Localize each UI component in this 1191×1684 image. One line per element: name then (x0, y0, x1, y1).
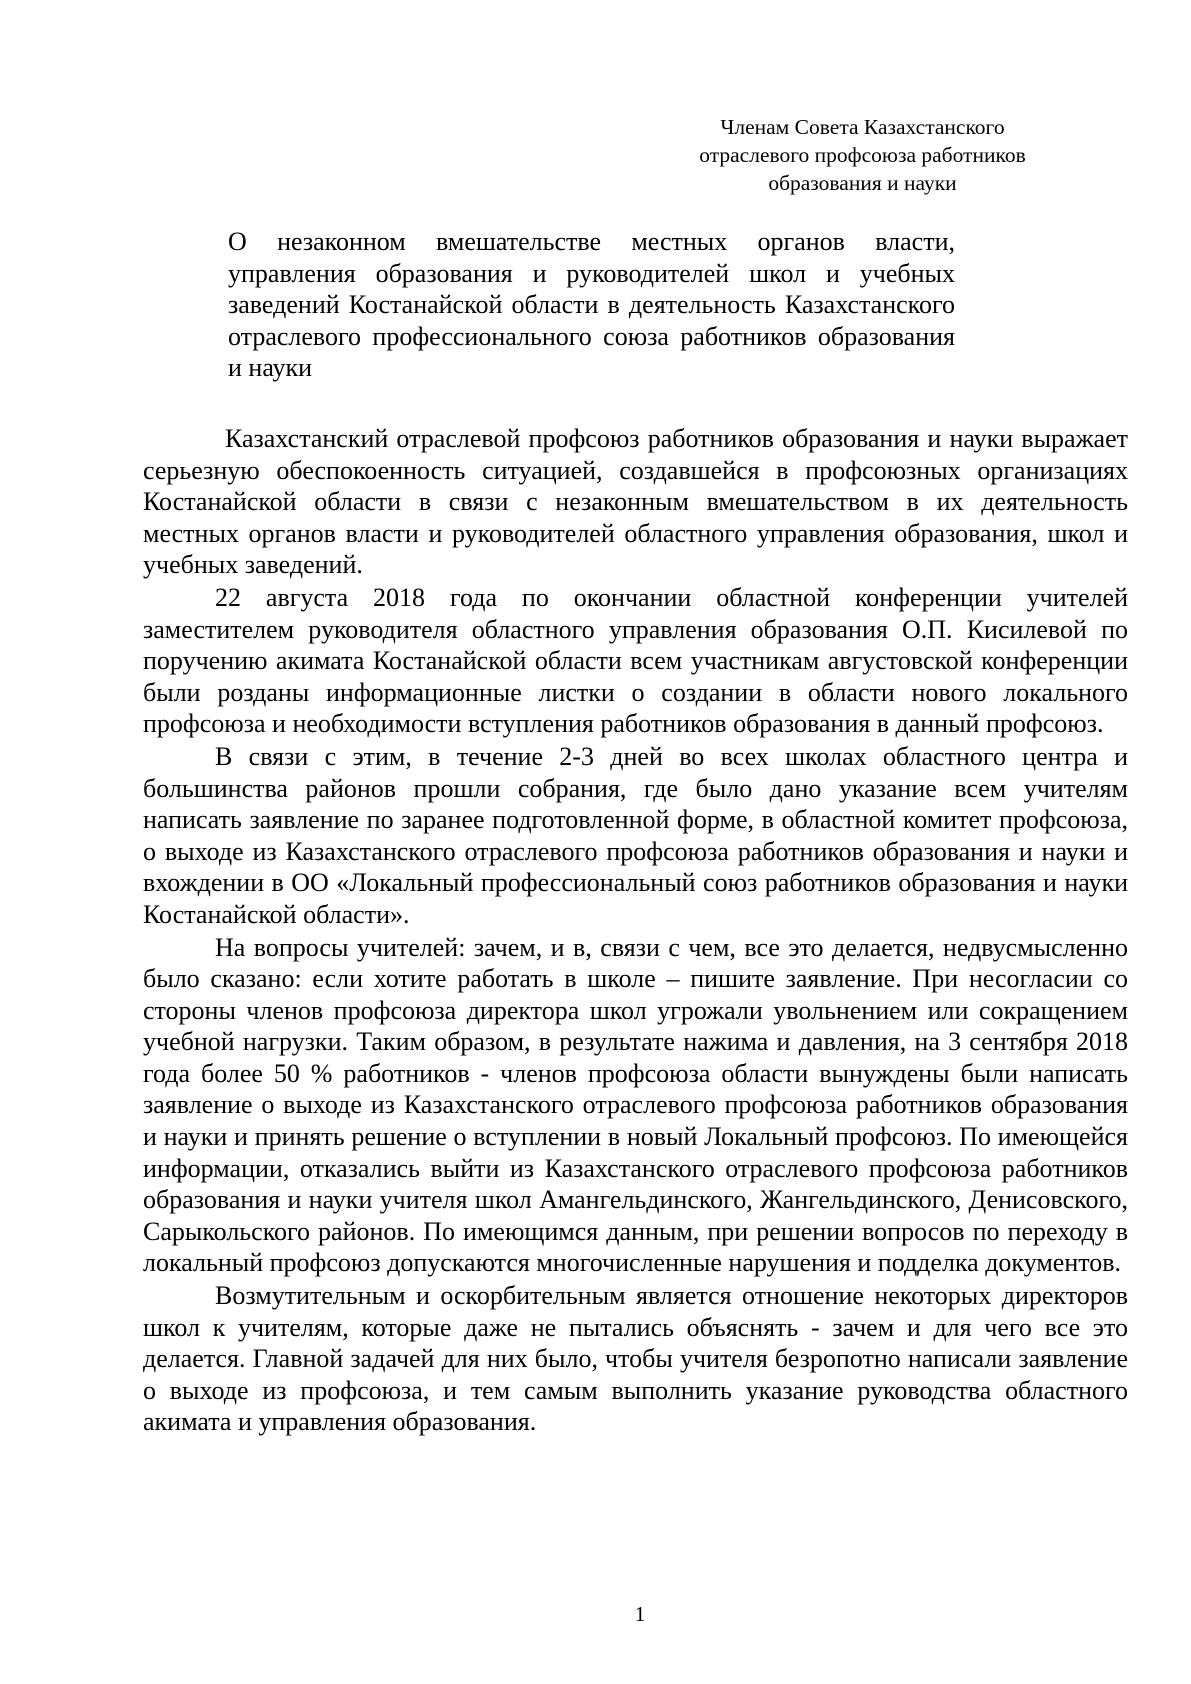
body-paragraph: Казахстанский отраслевой профсоюз работников образования и науки выражает серьезную обеспокоенность ситуацией, создавшейся в профсоюзных организациях Костанайской области в связи с незаконным вмешательством в их деятельность местных органов власти и руководителей областного управления образования, школ и учебных заведений. (143, 424, 1128, 580)
body-paragraph: На вопросы учителей: зачем, и в, связи с чем, все это делается, недвусмысленно было сказано: если хотите работать в школе – пишите заявление. При несогласии со стороны членов профсоюза директора школ угрожали увольнением или сокращением учебной нагрузки. Таким образом, в результате нажима и давления, на 3 сентября 2018 года более 50 % работников - членов профсоюза области вынуждены были написать заявление о выходе из Казахстанского отраслевого профсоюза работников образования и науки и принять решение о вступлении в новый Локальный профсоюз. По имеющейся информации, отказались выйти из Казахстанского отраслевого профсоюза работников образования и науки учителя школ Амангельдинского, Жангельдинского, Денисовского, Сарыкольского районов. По имеющимся данным, при решении вопросов по переходу в локальный профсоюз допускаются многочисленные нарушения и подделка документов. (143, 932, 1128, 1278)
addressee-line: отраслевого профсоюза работников (699, 143, 1026, 167)
subject-heading: О незаконном вмешательстве местных органов власти, управления образования и руководителей школ и учебных заведений Костанайской области в деятельность Казахстанского отраслевого профессионального союза работников образования и науки (228, 227, 955, 382)
body-paragraph: Возмутительным и оскорбительным является отношение некоторых директоров школ к учителям, которые даже не пытались объяснять - зачем и для чего все это делается. Главной задачей для них было, чтобы учителя безропотно написали заявление о выходе из профсоюза, и тем самым выполнить указание руководства областного акимата и управления образования. (143, 1281, 1128, 1437)
addressee-line: Членам Совета Казахстанского (720, 115, 1005, 139)
body-paragraph: В связи с этим, в течение 2-3 дней во всех школах областного центра и большинства районов прошли собрания, где было дано указание всем учителям написать заявление по заранее подготовленной форме, в областной комитет профсоюза, о выходе из Казахстанского отраслевого профсоюза работников образования и науки и вхождении в ОО «Локальный профессиональный союз работников образования и науки Костанайской области». (143, 741, 1128, 929)
addressee-line: образования и науки (768, 171, 957, 195)
body-paragraph: 22 августа 2018 года по окончании областной конференции учителей заместителем руководителя областного управления образования О.П. Кисилевой по поручению акимата Костанайской области всем участникам августовской конференции были розданы информационные листки о создании в области нового локального профсоюза и необходимости вступления работников образования в данный профсоюз. (143, 582, 1128, 739)
addressee-block (690, 113, 1035, 197)
letter-body (143, 423, 1128, 1439)
page-number: 1 (634, 1602, 646, 1626)
